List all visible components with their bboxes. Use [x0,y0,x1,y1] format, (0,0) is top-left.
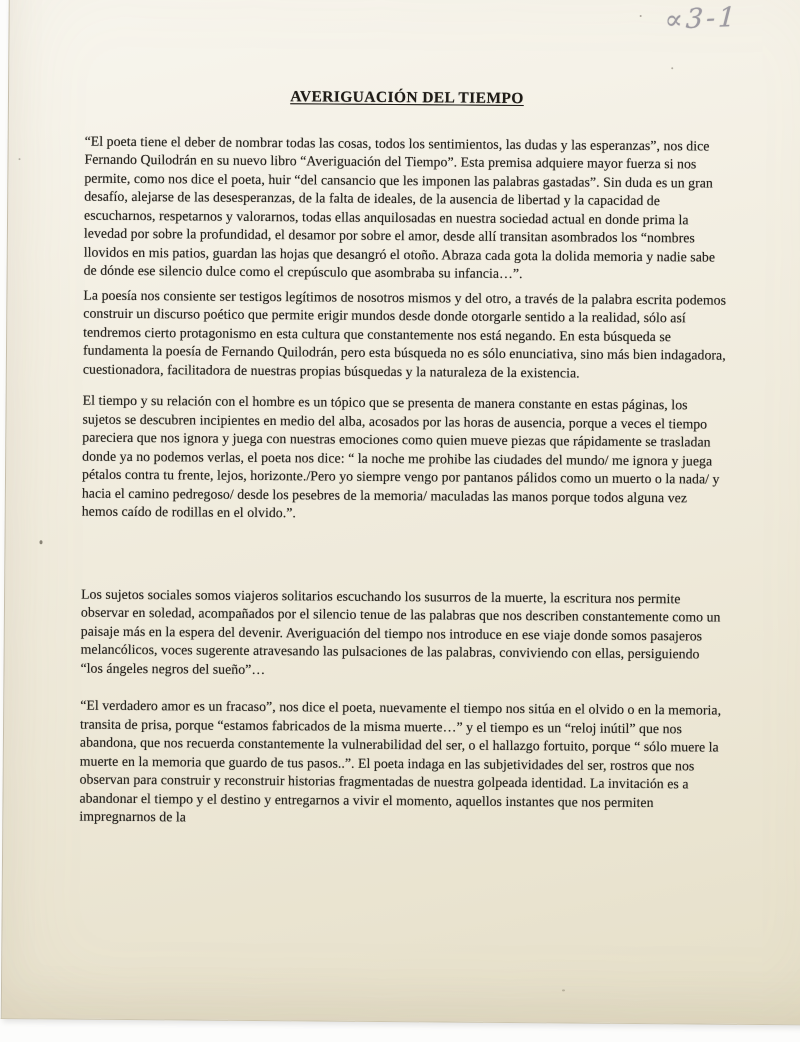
document-page [1,0,800,1026]
scan-speck [39,540,42,544]
document-title: AVERIGUACIÓN DEL TIEMPO [290,88,524,108]
document-body [79,87,729,832]
paragraph-poetry-testimony: La poesía nos consiente ser testigos legítimos de nosotros mismos y del otro, a través de la palabra escrita podemos construir un discurso poético que permite erigir mundos desde donde otorgarle sentido a la realidad, sólo así tendremos cierto protagonismo en esta cultura que constantemente nos está negando. En esta búsqueda se fundamenta la poesía de Fernando Quilodrán, pero esta búsqueda no es sólo enunciativa, sino más bien indagadora, cuestionadora, facilitadora de nuestras propias búsquedas y la naturaleza de la existencia. [82,287,727,380]
paragraph-time-and-man: El tiempo y su relación con el hombre es un tópico que se presenta de manera constante en estas páginas, los sujetos se descubren incipientes en medio del alba, acosados por las horas de ausencia, porque a veces el tiempo pareciera que nos ignora y juega con nuestras emociones como quien mueve piezas que rápidamente se trasladan donde ya no podemos verlas, el poeta nos dice: “ la noche me prohibe las ciudades del mundo/ me ignora y juega pétalos contra tu frente, lejos, horizonte./Pero yo siempre vengo por pantanos pálidos como un muerto o la nada/ y hacia el camino pedregoso/ desde los pesebres de la memoria/ maculadas las manos porque todos alguna vez hemos caído de rodillas en el olvido.”. [81,392,720,521]
scan-speck [562,989,565,991]
scan-speck [671,67,673,69]
paragraph-solitary-travelers: Los sujetos sociales somos viajeros solitarios escuchando los susurros de la muerte, la escritura nos permite observar en soledad, acompañados por el silencio tenue de las palabras que nos describen constantemente como un paisaje más en la espera del devenir. Averiguación del tiempo nos introduce en ese viaje donde somos pasajeros melancólicos, voces sugerente atravesando las pulsaciones de las palabras, conviviendo con ellas, persiguiendo “los ángeles negros del sueño”… [80,586,721,677]
paragraph-true-love: “El verdadero amor es un fracaso”, nos dice el poeta, nuevamente el tiempo nos sitúa en el olvido o en la memoria, transita de prisa, porque “estamos fabricados de la misma muerte…” y el tiempo es un “reloj inútil” que nos abandona, que nos recuerda constantemente la vulnerabilidad del ser, o el hallazgo fortuito, porque “ sólo muere la muerte en la memoria que guardo de tus pasos..”. El poeta indaga en las subjetividades del ser, rostros que nos observan para construir y reconstruir historias fragmentadas de nuestra golpeada identidad. La invitación es a abandonar el tiempo y el destino y entregarnos a vivir el momento, aquellos instantes que nos permiten impregnarnos de la [79,697,722,825]
paragraph-intro-quote: “El poeta tiene el deber de nombrar todas las cosas, todos los sentimientos, las dudas y las esperanzas”, nos dice Fernando Quilodrán en su nuevo libro “Averiguación del Tiempo”. Esta premisa adquiere mayor fuerza si nos permite, como nos dice el poeta, huir “del cansancio que les imponen las palabras gastadas”. Sin duda es un gran desafío, alejarse de las desesperanzas, de la falta de ideales, de la ausencia de libertad y la capacidad de escucharnos, respetarnos y valorarnos, todas ellas anquilosadas en nuestra sociedad actual en donde prima la levedad por sobre la profundidad, el desamor por sobre el amor, desde allí transitan asombrados los “nombres llovidos en mis patios, guardan las hojas que desangró el otoño. Abraza cada gota la dolida memoria y nadie sabe de dónde ese silencio dulce como el crepúsculo que asombraba su infancia…”. [83,133,716,282]
scan-speck [640,15,642,17]
handwritten-page-number: ∝3-1 [663,1,740,37]
scan-speck [19,158,21,160]
